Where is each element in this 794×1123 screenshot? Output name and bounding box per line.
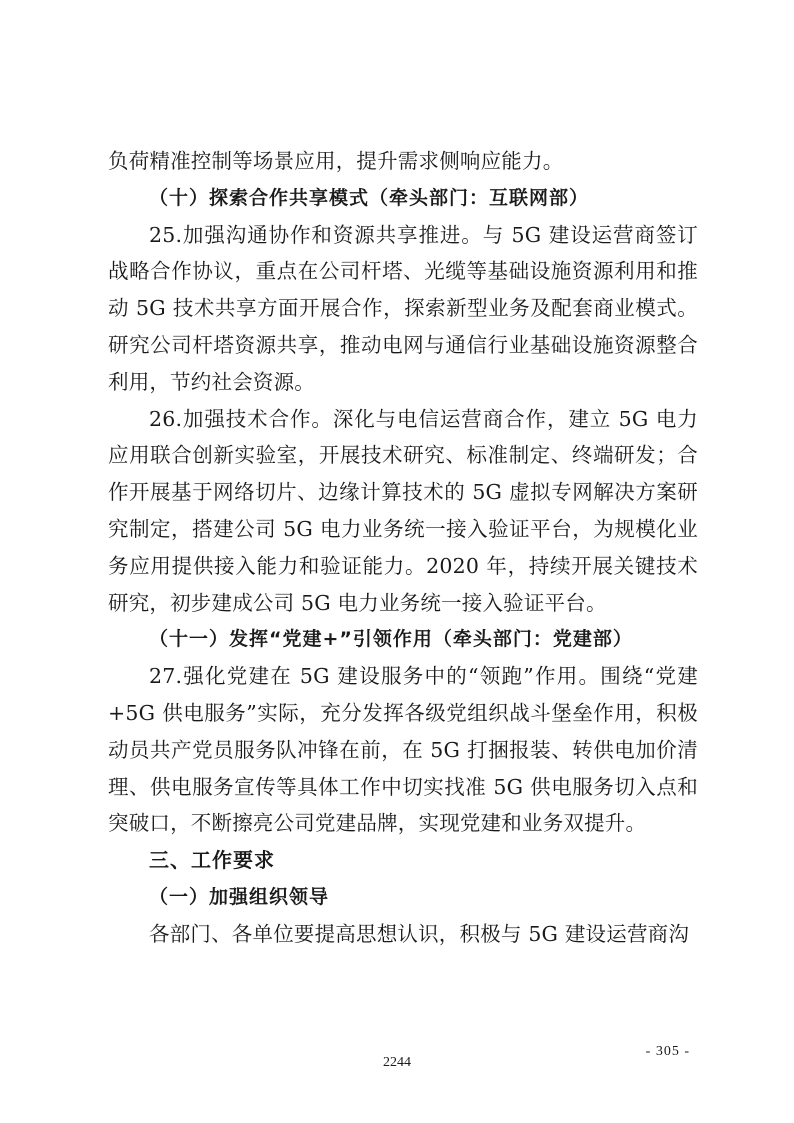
page-number-center: 2244 (383, 1055, 411, 1070)
subheading-ten: （十）探索合作共享模式（牵头部门：互联网部） (149, 186, 590, 209)
paragraph-25: 25.加强沟通协作和资源共享推进。与 5G 建设运营商签订战略合作协议，重点在公司杆塔、光缆等基础设施资源利用和推动 5G 技术共享方面开展合作，探索新型业务及配套商业模式。研究公司杆塔资源共享，推动电网与通信行业基础设施资源整合利用，节约社会资源。 (108, 222, 698, 394)
subheading-eleven: （十一）发挥“党建+”引领作用（牵头部门：党建部） (149, 628, 633, 651)
paragraph-26: 26.加强技术合作。深化与电信运营商合作，建立 5G 电力应用联合创新实验室，开展技术研究、标准制定、终端研发；合作开展基于网络切片、边缘计算技术的 5G 虚拟专网解决方案研究制定，搭建公司 5G 电力业务统一接入验证平台，为规模化业务应用提供接入能力和验证能力。2020 年，持续开展关键技术研究，初步建成公司 5G 电力业务统一接入验证平台。 (108, 406, 698, 615)
paragraph-continuation: 负荷精准控制等场景应用，提升需求侧响应能力。 (108, 149, 564, 173)
subheading-one: （一）加强组织领导 (149, 885, 330, 908)
section-heading-three: 三、工作要求 (149, 848, 275, 873)
paragraph-27: 27.强化党建在 5G 建设服务中的“领跑”作用。围绕“党建+5G 供电服务”实际，充分发挥各级党组织战斗堡垒作用，积极动员共产党员服务队冲锋在前，在 5G 打捆报装、转供电加价清理、供电服务宣传等具体工作中切实找准 5G 供电服务切入点和突破口，不断擦亮公司党建品牌，实现党建和业务双提升。 (108, 664, 698, 836)
paragraph-requirements: 各部门、各单位要提高思想认识，积极与 5G 建设运营商沟 (149, 921, 690, 946)
document-body (108, 143, 698, 953)
page-number-right: - 305 - (645, 1044, 690, 1059)
